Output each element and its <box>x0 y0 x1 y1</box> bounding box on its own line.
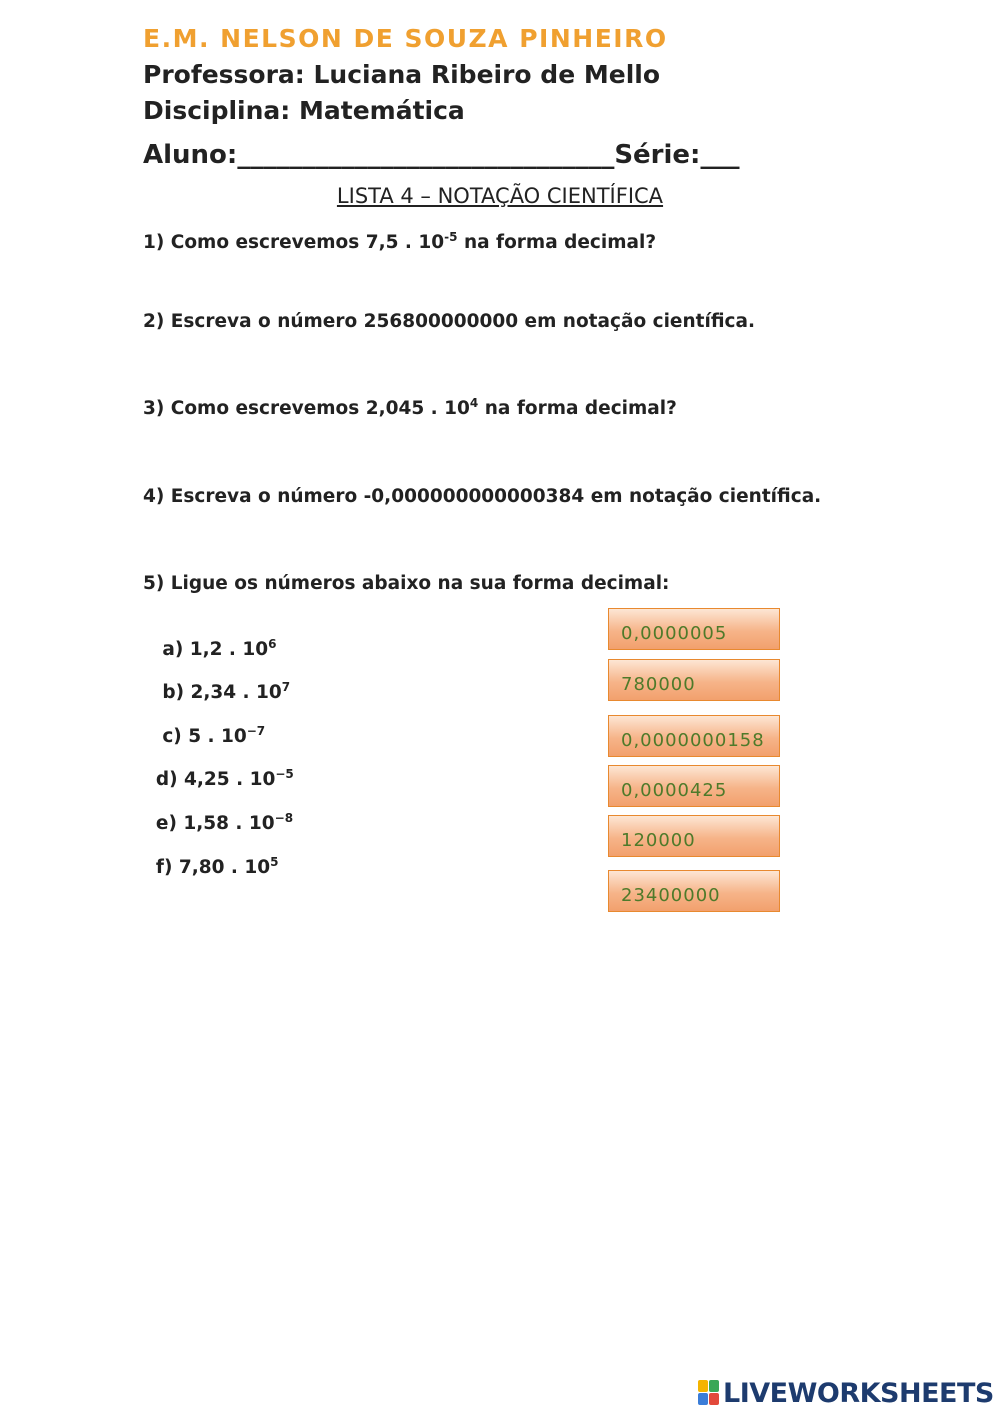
answer-box-1[interactable]: 0,0000005 <box>608 608 780 650</box>
answer-box-5[interactable]: 120000 <box>608 815 780 857</box>
question-5: 5) Ligue os números abaixo na sua forma decimal: <box>143 573 670 594</box>
match-item-b[interactable] <box>143 661 290 703</box>
match-item-label: b) 2,34 . 10 <box>155 682 282 703</box>
answer-box-4[interactable]: 0,0000425 <box>608 765 780 807</box>
answer-box-2[interactable]: 780000 <box>608 659 780 701</box>
match-item-d[interactable] <box>143 748 294 790</box>
match-item-e[interactable] <box>143 792 293 834</box>
question-3-exponent: 4 <box>469 395 479 410</box>
question-1 <box>143 229 657 253</box>
teacher-line: Professora: Luciana Ribeiro de Mello <box>143 60 661 89</box>
question-1-exponent: -5 <box>444 229 458 244</box>
question-4: 4) Escreva o número -0,000000000000384 em notação científica. <box>143 486 822 507</box>
match-item-exponent: 7 <box>281 679 291 694</box>
question-3-text: 3) Como escrevemos 2,045 . 10 <box>143 398 470 419</box>
match-item-exponent: −7 <box>246 723 266 738</box>
question-3-text-end: na forma decimal? <box>478 398 677 419</box>
liveworksheets-logo-icon <box>698 1380 720 1406</box>
question-3 <box>143 395 677 419</box>
match-item-exponent: 6 <box>268 636 277 651</box>
match-item-label: d) 4,25 . 10 <box>155 769 276 790</box>
match-item-label: f) 7,80 . 10 <box>155 857 271 878</box>
match-item-exponent: 5 <box>270 854 279 869</box>
match-item-label: c) 5 . 10 <box>155 726 247 747</box>
question-1-text: 1) Como escrevemos 7,5 . 10 <box>143 232 445 253</box>
match-item-label: a) 1,2 . 10 <box>155 639 269 660</box>
liveworksheets-logo-text: LIVEWORKSHEETS <box>723 1377 994 1409</box>
match-item-exponent: −8 <box>274 810 294 825</box>
answer-box-3[interactable]: 0,0000000158 <box>608 715 780 757</box>
subject-line: Disciplina: Matemática <box>143 96 465 125</box>
match-item-a[interactable] <box>143 618 277 660</box>
match-item-c[interactable] <box>143 705 265 747</box>
match-item-exponent: −5 <box>275 766 294 781</box>
list-title: LISTA 4 – NOTAÇÃO CIENTÍFICA <box>336 184 664 208</box>
question-1-text-end: na forma decimal? <box>457 232 657 253</box>
student-name-line: Aluno:_____________________________Série:___ <box>143 140 740 170</box>
match-item-f[interactable] <box>143 836 279 878</box>
liveworksheets-logo <box>698 1378 994 1408</box>
match-item-label: e) 1,58 . 10 <box>155 813 275 834</box>
answer-box-6[interactable]: 23400000 <box>608 870 780 912</box>
school-name: E.M. NELSON DE SOUZA PINHEIRO <box>143 24 668 53</box>
question-2: 2) Escreva o número 256800000000 em notação científica. <box>143 311 756 332</box>
